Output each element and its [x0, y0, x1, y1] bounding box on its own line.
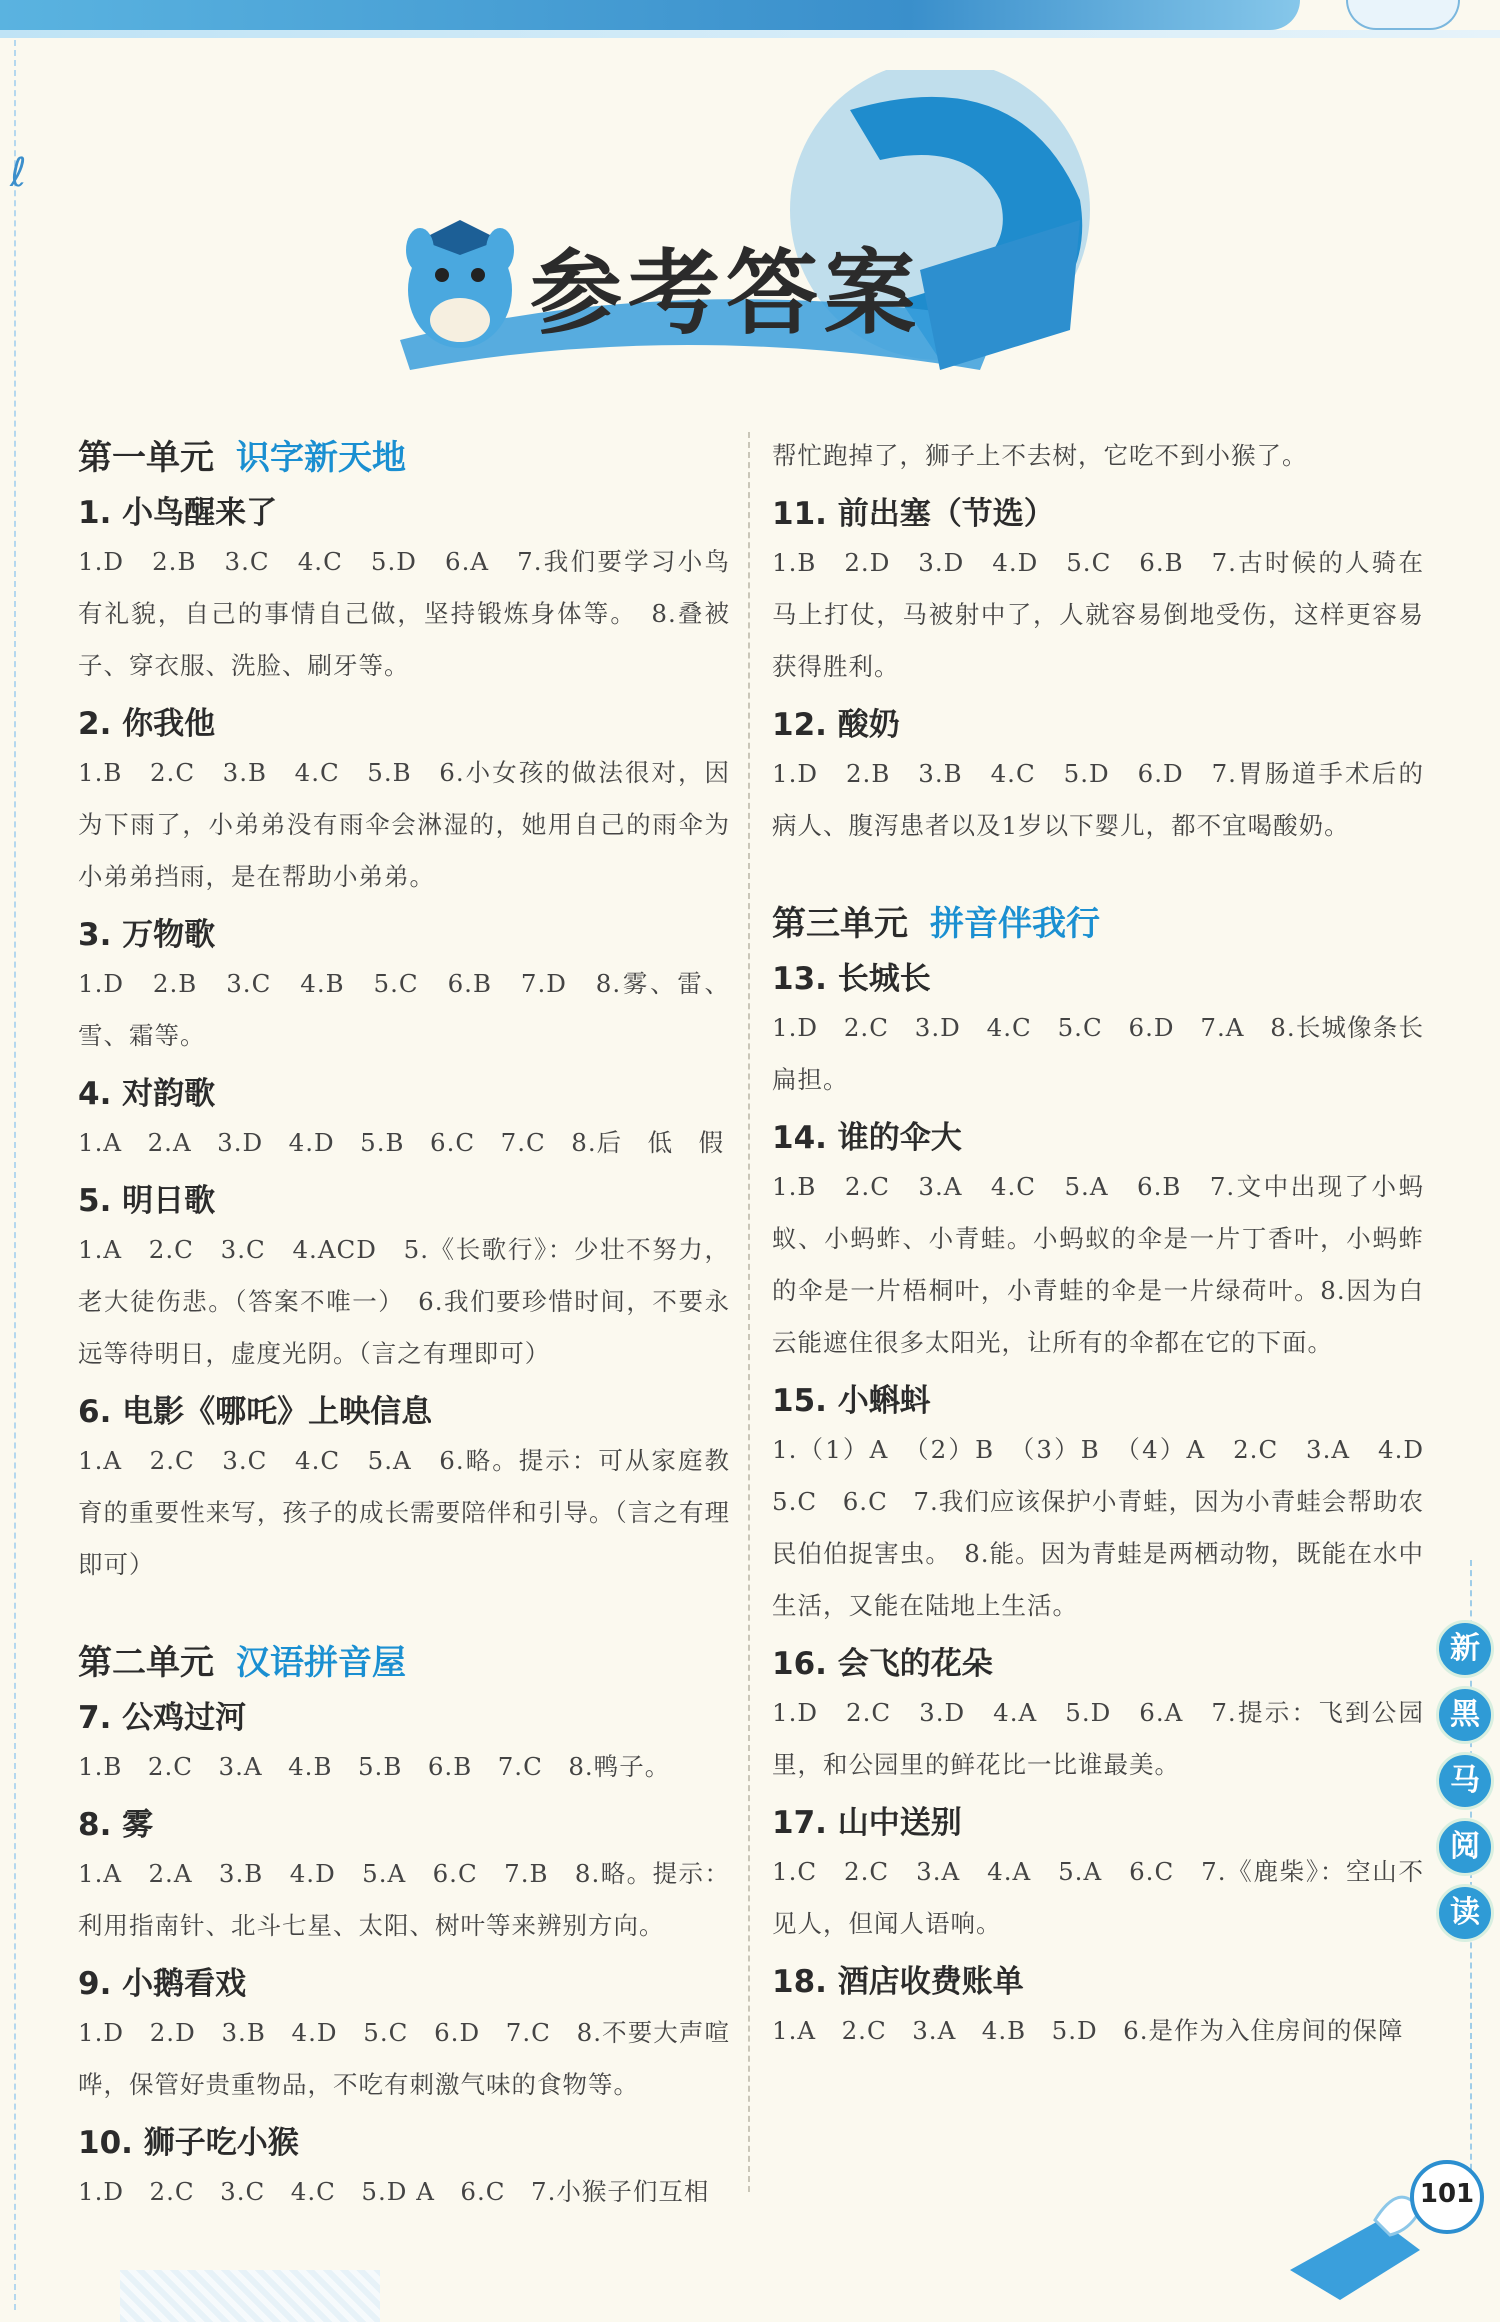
title-banner — [380, 70, 1180, 400]
answer-text: 1.D 2.B 3.B 4.C 5.D 6.D 7.胃肠道手术后的病人、腹泻患者以及1岁以下婴儿，都不宜喝酸奶。 — [772, 759, 1424, 840]
answer-text: 1.A 2.A 3.B 4.D 5.A 6.C 7.B 8.略。提示：利用指南针、北斗七星、太阳、树叶等来辨别方向。 — [78, 1859, 730, 1940]
answer-text: 1.D 2.C 3.D 4.C 5.C 6.D 7.A 8.长城像条长扁担。 — [772, 1013, 1424, 1094]
section-title: 1. 小鸟醒来了 — [78, 495, 278, 531]
answer-text: 1.C 2.C 3.A 4.A 5.A 6.C 7.《鹿柴》：空山不见人，但闻人语响。 — [772, 1857, 1424, 1938]
section-title: 2. 你我他 — [78, 706, 216, 742]
series-badge — [1436, 1620, 1492, 1950]
answer-text: 1.A 2.C 3.A 4.B 5.D 6.是作为入住房间的保障 — [772, 2016, 1404, 2045]
answer-text: 1.D 2.C 3.C 4.C 5.D A 6.C 7.小猴子们互相 — [78, 2177, 710, 2206]
section-title: 9. 小鹅看戏 — [78, 1966, 247, 2002]
section-title: 12. 酸奶 — [772, 707, 900, 743]
badge-char: 马 — [1436, 1752, 1494, 1810]
curl-icon: ℓ — [10, 150, 27, 196]
section-title: 17. 山中送别 — [772, 1805, 962, 1841]
unit-label: 第三单元 — [772, 904, 908, 944]
section-title: 11. 前出塞（节选） — [772, 496, 1055, 532]
spacer — [78, 1591, 730, 1635]
donkey-mascot-icon — [406, 220, 514, 348]
section-title: 3. 万物歌 — [78, 917, 216, 953]
section-title: 18. 酒店收费账单 — [772, 1964, 1024, 2000]
section-title: 14. 谁的伞大 — [772, 1120, 962, 1156]
answer-text: 1.A 2.A 3.D 4.D 5.B 6.C 7.C 8.后 低 假 — [78, 1128, 725, 1157]
section-title: 16. 会飞的花朵 — [772, 1646, 993, 1682]
badge-char: 阅 — [1436, 1818, 1494, 1876]
right-column — [772, 430, 1450, 2057]
unit-heading — [772, 896, 1424, 945]
corner-shoe-decoration — [1346, 0, 1460, 30]
unit-heading — [78, 430, 730, 479]
shoe-mascot-icon — [1280, 2180, 1430, 2310]
answer-text: 1.D 2.B 3.C 4.C 5.D 6.A 7.我们要学习小鸟有礼貌，自己的事情自己做，坚持锻炼身体等。 8.叠被子、穿衣服、洗脸、刷牙等。 — [78, 547, 730, 680]
answer-text: 1.（1）A （2）B （3）B （4）A 2.C 3.A 4.D 5.C 6.C 7.我们应该保护小青蛙，因为小青蛙会帮助农民伯伯捉害虫。 8.能。因为青蛙是两栖动物，既能在水中生活，又能在陆地上生活。 — [772, 1435, 1450, 1620]
column-divider — [748, 432, 750, 2192]
answer-text: 1.B 2.C 3.A 4.C 5.A 6.B 7.文中出现了小蚂蚁、小蚂蚱、小青蛙。小蚂蚁的伞是一片丁香叶，小蚂蚱的伞是一片梧桐叶，小青蛙的伞是一片绿荷叶。8.因为白云能遮住很多太阳光，让所有的伞都在它的下面。 — [772, 1172, 1424, 1357]
answer-text: 1.B 2.C 3.A 4.B 5.B 6.B 7.C 8.鸭子。 — [78, 1752, 671, 1781]
answer-text: 1.B 2.C 3.B 4.C 5.B 6.小女孩的做法很对，因为下雨了，小弟弟没有雨伞会淋湿的，她用自己的雨伞为小弟弟挡雨，是在帮助小弟弟。 — [78, 758, 730, 891]
section-title: 6. 电影《哪吒》上映信息 — [78, 1394, 433, 1430]
badge-char: 读 — [1436, 1884, 1494, 1942]
unit-label: 第一单元 — [78, 438, 214, 478]
badge-char: 黑 — [1436, 1686, 1494, 1744]
answer-text: 1.B 2.D 3.D 4.D 5.C 6.B 7.古时候的人骑在马上打仗，马被射中了，人就容易倒地受伤，这样更容易获得胜利。 — [772, 548, 1424, 681]
section-title: 5. 明日歌 — [78, 1183, 216, 1219]
answer-text: 1.A 2.C 3.C 4.ACD 5.《长歌行》：少壮不努力，老大徒伤悲。（答案不唯一） 6.我们要珍惜时间，不要永远等待明日，虚度光阴。（言之有理即可） — [78, 1235, 730, 1368]
section-title: 10. 狮子吃小猴 — [78, 2125, 299, 2161]
bottom-pattern — [120, 2270, 380, 2322]
unit-heading — [78, 1635, 730, 1684]
answer-text: 1.D 2.C 3.D 4.A 5.D 6.A 7.提示：飞到公园里，和公园里的鲜花比一比谁最美。 — [772, 1698, 1424, 1779]
section-title: 15. 小蝌蚪 — [772, 1383, 931, 1419]
section-title: 7. 公鸡过河 — [78, 1700, 247, 1736]
answer-text: 帮忙跑掉了，狮子上不去树，它吃不到小猴了。 — [772, 441, 1308, 470]
unit-title: 拼音伴我行 — [930, 904, 1100, 944]
unit-title: 识字新天地 — [236, 438, 406, 478]
top-light-band — [0, 30, 1500, 38]
section-title: 4. 对韵歌 — [78, 1076, 216, 1112]
top-decorative-band — [0, 0, 1300, 30]
spacer — [772, 852, 1424, 896]
badge-char: 新 — [1436, 1620, 1494, 1678]
page-title: 参考答案 — [530, 239, 923, 347]
section-title: 8. 雾 — [78, 1807, 154, 1843]
answer-text: 1.D 2.D 3.B 4.D 5.C 6.D 7.C 8.不要大声喧哗，保管好贵重物品，不吃有刺激气味的食物等。 — [78, 2018, 730, 2099]
page-number: 101 — [1410, 2160, 1484, 2234]
answer-text: 1.D 2.B 3.C 4.B 5.C 6.B 7.D 8.雾、雷、雪、霜等。 — [78, 969, 730, 1050]
left-column — [78, 430, 730, 2218]
unit-label: 第二单元 — [78, 1643, 214, 1683]
answer-text: 1.A 2.C 3.C 4.C 5.A 6.略。提示：可从家庭教育的重要性来写，孩子的成长需要陪伴和引导。（言之有理即可） — [78, 1446, 730, 1579]
section-title: 13. 长城长 — [772, 961, 931, 997]
left-dashed-line — [14, 40, 16, 2310]
unit-title: 汉语拼音屋 — [236, 1643, 406, 1683]
